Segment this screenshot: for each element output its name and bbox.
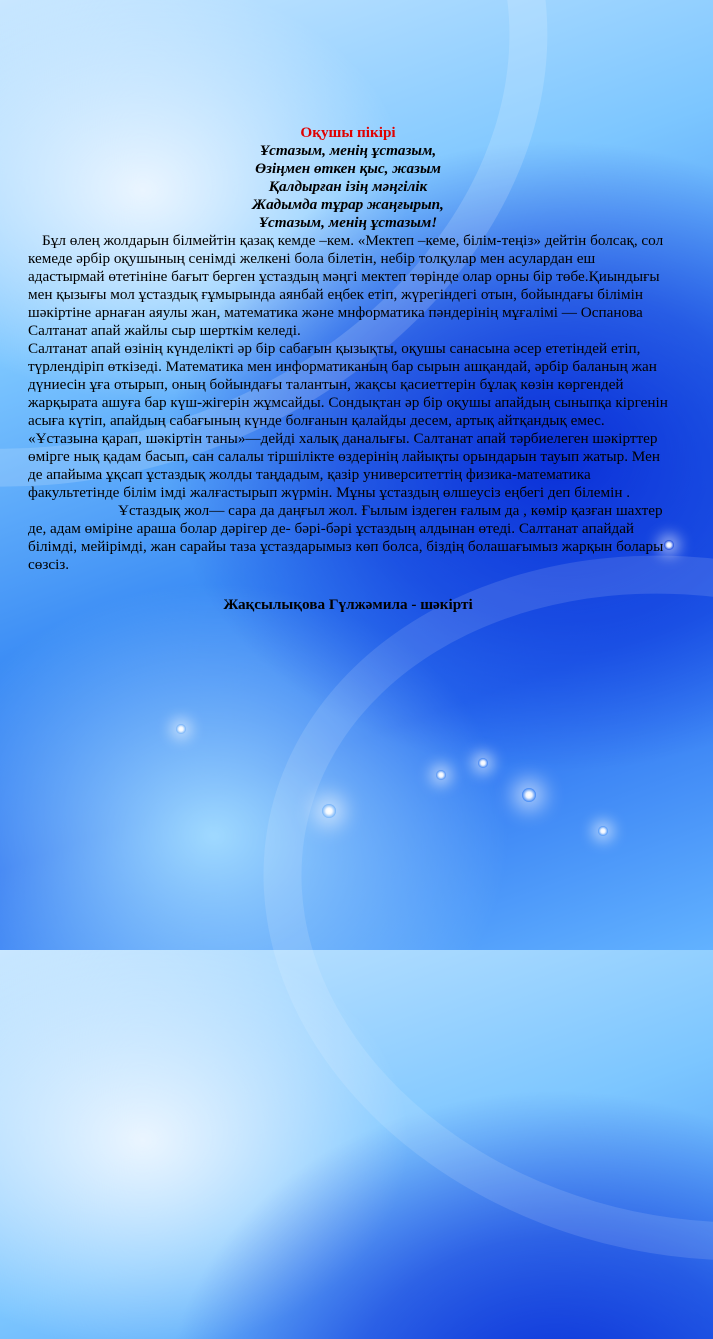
sparkle-decoration bbox=[322, 804, 336, 818]
poem-line: Ұстазым, менің ұстазым! bbox=[258, 214, 438, 231]
sparkle-decoration bbox=[436, 770, 446, 780]
sparkle-decoration bbox=[478, 758, 488, 768]
sparkle-decoration bbox=[598, 826, 608, 836]
poem-line: Ұстазым, менің ұстазым, bbox=[259, 142, 437, 159]
signature: Жақсылықова Гүлжәмила - шәкірті bbox=[223, 596, 473, 613]
poem-line: Жадымда тұрар жаңғырып, bbox=[252, 196, 444, 213]
document-title: Оқушы пікірі bbox=[300, 124, 396, 141]
body-paragraph: Салтанат апай өзінің күнделікті әр бір сабағын қызықты, оқушы санасына әсер ететіндей етіп, түрлендіріп өткізеді. Математика мен информатиканың бар сырын ашқандай, әрбір баланың жан дүниесін ұға отырып, оның бойындағы талантын, жақсы қасиеттерін бұлақ көзін көргендей жарқырата ашуға бар күш-жігерін жұмсайды. Сондықтан әр бір оқушы апайдың сыныпқа кіргенін асыға күтіп, апайдың сабағының күнде болғанын қалайды десем, артық айтқандық емес. «Ұстазына қарап, шәкіртін таны»—дейді халық даналығы. Салтанат апай тәрбиелеген шәкірттер өмірге нық қадам басып, сан салалы тіршілікте өздерінің лайықты орындарын тауып жатыр. Мен де апайыма ұқсап ұстаздық жолды таңдадым, қазір университеттің физика-математика факультетінде білім імді жалғастырып жүрмін. Мұны ұстаздың өлшеусіз еңбегі деп білемін . bbox=[28, 340, 668, 501]
document-body bbox=[28, 124, 668, 614]
body-paragraph: Бұл өлең жолдарын білмейтін қазақ кемде –кем. «Мектеп –кеме, білім-теңіз» дейтін болсақ, сол кемеде әрбір оқушының сенімді желкені бола білетін, небір толқулар мен асулардан еш адастырмай өтетініне бағыт берген ұстаздың мәңгі мектеп төрінде олар орны бір төбе.Қиындығы мен қызығы мол ұстаздық ғұмырында аянбай еңбек етіп, жүрегіндегі отын, бойындағы білімін шәкіртіне арнаған аяулы жан, математика және мнформатика пәндерінің мұғалімі — Оспанова Салтанат апай жайлы сыр шерткім келеді. bbox=[28, 232, 664, 339]
sparkle-decoration bbox=[522, 788, 536, 802]
poem bbox=[28, 142, 668, 232]
poem-line: Өзіңмен өткен қыс, жазым bbox=[255, 160, 441, 177]
body-paragraph: Ұстаздық жол— сара да даңғыл жол. Ғылым іздеген ғалым да , көмір қазған шахтер де, адам өміріне араша болар дәрігер де- бәрі-бәрі ұстаздың алдынан өтеді. Салтанат апайдай білімді, мейірімді, жан сарайы таза ұстаздарымыз көп болса, біздің болашағымыз жарқын болары сөзсіз. bbox=[28, 502, 664, 573]
poem-line: Қалдырған ізің мәңгілік bbox=[268, 178, 428, 195]
sparkle-decoration bbox=[176, 724, 186, 734]
